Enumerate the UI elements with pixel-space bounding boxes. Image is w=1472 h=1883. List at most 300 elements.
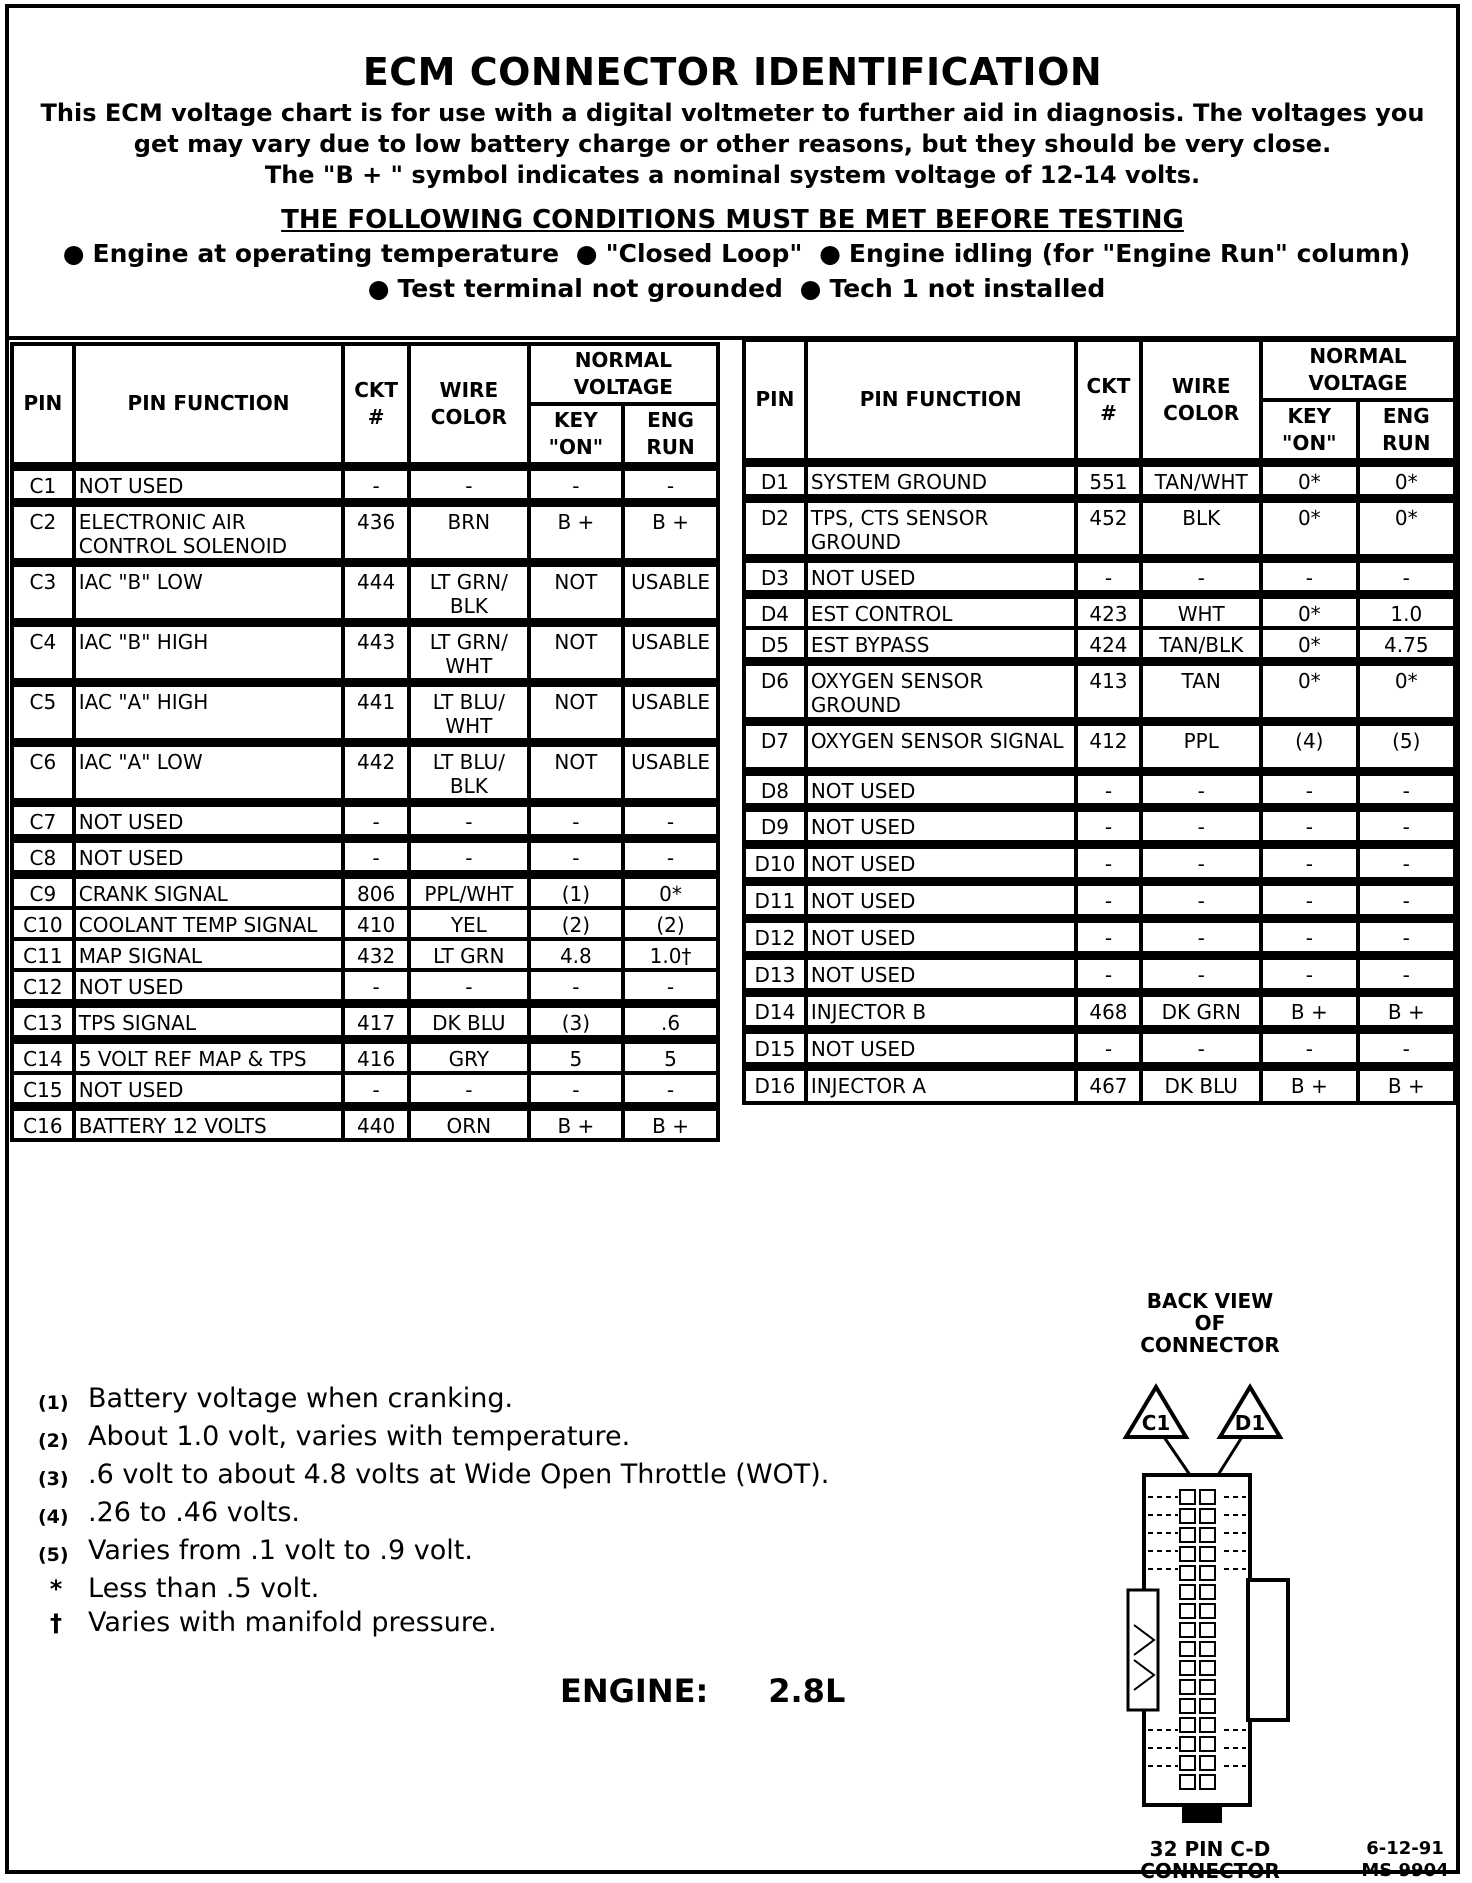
cell-key: -	[1261, 918, 1357, 955]
footnote-item	[38, 1382, 829, 1420]
footnote-item	[38, 1534, 829, 1572]
cell-key: (2)	[529, 908, 623, 939]
cell-fn: NOT USED	[74, 1073, 344, 1107]
col-pin: PIN	[744, 340, 806, 462]
cell-pin: C7	[12, 802, 74, 838]
cell-pin: D10	[744, 844, 806, 881]
cell-pin: C1	[12, 466, 74, 502]
cell-fn: NOT USED	[74, 802, 344, 838]
engine-label: ENGINE: 2.8L	[560, 1672, 846, 1710]
cell-key: -	[529, 970, 623, 1004]
cell-key: NOT	[529, 682, 623, 742]
pin-cavity	[1180, 1509, 1195, 1523]
col-eng-run: ENG RUN	[1358, 400, 1455, 462]
table-row	[744, 462, 1455, 498]
cell-fn: IAC "A" HIGH	[74, 682, 344, 742]
cell-fn: NOT USED	[806, 807, 1076, 844]
cell-fn: INJECTOR A	[806, 1066, 1076, 1103]
cell-pin: C9	[12, 874, 74, 908]
pin-cavity	[1200, 1604, 1215, 1618]
table-row	[12, 622, 718, 682]
cell-wire: PPL/WHT	[409, 874, 529, 908]
cell-key: 0*	[1261, 498, 1357, 558]
cell-fn: TPS, CTS SENSOR GROUND	[806, 498, 1076, 558]
header	[5, 4, 1460, 340]
cell-run: B +	[623, 1106, 718, 1140]
bullet-icon: ●	[799, 274, 822, 303]
cell-run: -	[623, 838, 718, 874]
page-title: ECM CONNECTOR IDENTIFICATION	[362, 50, 1103, 94]
cell-fn: NOT USED	[806, 881, 1076, 918]
table-row	[744, 628, 1455, 662]
cell-ckt: 412	[1076, 721, 1142, 771]
cell-key: B +	[1261, 992, 1357, 1029]
cell-pin: D1	[744, 462, 806, 498]
cell-run: -	[1358, 1029, 1455, 1066]
cell-wire: -	[1141, 881, 1261, 918]
cell-fn: ELECTRONIC AIR CONTROL SOLENOID	[74, 502, 344, 562]
footnote-mark: (2)	[38, 1430, 69, 1452]
cell-wire: ORN	[409, 1106, 529, 1140]
cell-ckt: -	[1076, 955, 1142, 992]
cell-key: 0*	[1261, 462, 1357, 498]
table-row	[12, 742, 718, 802]
cell-pin: D9	[744, 807, 806, 844]
footnote-text: About 1.0 volt, varies with temperature.	[88, 1421, 631, 1452]
cell-pin: C12	[12, 970, 74, 1004]
cell-pin: D4	[744, 594, 806, 628]
table-row	[744, 661, 1455, 721]
cell-key: NOT	[529, 742, 623, 802]
col-function: PIN FUNCTION	[806, 340, 1076, 462]
bullet-icon: ●	[367, 274, 390, 303]
conditions-line-2: ● Test terminal not grounded ● Tech 1 not installed	[367, 274, 1106, 303]
cell-ckt: 417	[343, 1003, 409, 1039]
bullet-icon: ●	[62, 239, 85, 268]
col-wire: WIRE COLOR	[1141, 340, 1261, 462]
cell-run: 0*	[1358, 498, 1455, 558]
cell-fn: NOT USED	[806, 918, 1076, 955]
cell-key: B +	[1261, 1066, 1357, 1103]
cell-run: 5	[623, 1039, 718, 1073]
cell-pin: D13	[744, 955, 806, 992]
connector-diagram-icon	[1120, 1375, 1300, 1835]
cell-wire: -	[1141, 844, 1261, 881]
cell-fn: TPS SIGNAL	[74, 1003, 344, 1039]
cell-wire: LT GRN/ WHT	[409, 622, 529, 682]
cell-key: (3)	[529, 1003, 623, 1039]
cell-pin: C8	[12, 838, 74, 874]
cell-fn: SYSTEM GROUND	[806, 462, 1076, 498]
pin-cavity	[1200, 1699, 1215, 1713]
cell-ckt: 416	[343, 1039, 409, 1073]
cell-fn: NOT USED	[806, 1029, 1076, 1066]
footnote-item	[38, 1458, 829, 1496]
col-function: PIN FUNCTION	[74, 344, 344, 466]
table-row	[12, 1073, 718, 1107]
cell-pin: D16	[744, 1066, 806, 1103]
cell-run: -	[1358, 558, 1455, 594]
cell-ckt: 468	[1076, 992, 1142, 1029]
cell-run: 0*	[1358, 462, 1455, 498]
cell-ckt: -	[1076, 1029, 1142, 1066]
c-connector-table	[10, 342, 720, 1142]
table-row	[12, 502, 718, 562]
table-row	[744, 992, 1455, 1029]
cell-key: 0*	[1261, 628, 1357, 662]
d-connector-table	[742, 338, 1457, 1105]
cell-fn: EST CONTROL	[806, 594, 1076, 628]
cell-run: -	[1358, 844, 1455, 881]
cell-run: USABLE	[623, 562, 718, 622]
cell-pin: D12	[744, 918, 806, 955]
cell-run: -	[1358, 881, 1455, 918]
cell-pin: D14	[744, 992, 806, 1029]
table-row	[744, 881, 1455, 918]
table-row	[12, 1039, 718, 1073]
cell-fn: NOT USED	[806, 844, 1076, 881]
cell-pin: D3	[744, 558, 806, 594]
cell-ckt: 467	[1076, 1066, 1142, 1103]
cell-pin: C6	[12, 742, 74, 802]
cell-wire: -	[1141, 558, 1261, 594]
cell-pin: D2	[744, 498, 806, 558]
cell-pin: C16	[12, 1106, 74, 1140]
footnote-text: .6 volt to about 4.8 volts at Wide Open Throttle (WOT).	[88, 1459, 830, 1490]
cell-ckt: 806	[343, 874, 409, 908]
cell-wire: GRY	[409, 1039, 529, 1073]
cell-run: 1.0†	[623, 939, 718, 970]
cell-ckt: 440	[343, 1106, 409, 1140]
cell-wire: LT BLU/ WHT	[409, 682, 529, 742]
pin-cavity	[1200, 1585, 1215, 1599]
pin-cavity	[1180, 1490, 1195, 1504]
cell-key: -	[529, 466, 623, 502]
cell-run: 1.0	[1358, 594, 1455, 628]
bullet-icon: ●	[819, 239, 841, 268]
cell-pin: D7	[744, 721, 806, 771]
cell-ckt: 424	[1076, 628, 1142, 662]
cell-pin: C4	[12, 622, 74, 682]
cell-run: 0*	[1358, 661, 1455, 721]
pin-cavity	[1200, 1775, 1215, 1789]
pin-cavity	[1180, 1775, 1195, 1789]
cell-ckt: -	[1076, 918, 1142, 955]
cell-run: 4.75	[1358, 628, 1455, 662]
cell-key: -	[1261, 881, 1357, 918]
cell-run: B +	[1358, 1066, 1455, 1103]
footnotes	[38, 1382, 829, 1640]
cell-ckt: 423	[1076, 594, 1142, 628]
col-pin: PIN	[12, 344, 74, 466]
cell-ckt: 413	[1076, 661, 1142, 721]
footnote-text: Less than .5 volt.	[88, 1573, 320, 1604]
cell-fn: OXYGEN SENSOR GROUND	[806, 661, 1076, 721]
cell-key: 5	[529, 1039, 623, 1073]
cell-wire: TAN/BLK	[1141, 628, 1261, 662]
cell-run: B +	[1358, 992, 1455, 1029]
pin-cavity	[1180, 1642, 1195, 1656]
pin-cavity	[1180, 1604, 1195, 1618]
cell-key: -	[1261, 844, 1357, 881]
cell-fn: NOT USED	[74, 838, 344, 874]
cell-pin: C13	[12, 1003, 74, 1039]
cell-fn: IAC "B" HIGH	[74, 622, 344, 682]
cell-key: -	[1261, 558, 1357, 594]
cell-key: -	[529, 802, 623, 838]
table-row	[744, 807, 1455, 844]
pin-cavity	[1200, 1547, 1215, 1561]
cell-wire: DK BLU	[409, 1003, 529, 1039]
cell-wire: DK GRN	[1141, 992, 1261, 1029]
footnote-item	[38, 1420, 829, 1458]
col-wire: WIRE COLOR	[409, 344, 529, 466]
cell-pin: D11	[744, 881, 806, 918]
pin-cavity	[1180, 1547, 1195, 1561]
pin-cavity	[1200, 1718, 1215, 1732]
table-row	[744, 498, 1455, 558]
cell-ckt: 442	[343, 742, 409, 802]
cell-key: 0*	[1261, 594, 1357, 628]
cell-wire: -	[409, 1073, 529, 1107]
cell-fn: INJECTOR B	[806, 992, 1076, 1029]
cell-key: B +	[529, 1106, 623, 1140]
pin-cavity	[1200, 1680, 1215, 1694]
intro-text: This ECM voltage chart is for use with a digital voltmeter to further aid in diagnosis. The voltages you get may vary due to low battery charge or other reasons, but they should be very close. The "B + " symbol indicates a nominal system voltage of 12-14 volts.	[40, 99, 1425, 189]
cell-key: -	[529, 838, 623, 874]
cell-wire: -	[1141, 955, 1261, 992]
bullet-icon: ●	[575, 239, 598, 268]
table-row	[744, 844, 1455, 881]
table-row	[12, 682, 718, 742]
cell-key: B +	[529, 502, 623, 562]
pin-cavity	[1180, 1699, 1195, 1713]
table-row	[12, 1003, 718, 1039]
cell-wire: DK BLU	[1141, 1066, 1261, 1103]
cell-wire: -	[409, 466, 529, 502]
cell-ckt: -	[1076, 771, 1142, 807]
cell-run: 0*	[623, 874, 718, 908]
table-row	[12, 562, 718, 622]
table-row	[12, 970, 718, 1004]
cell-wire: TAN	[1141, 661, 1261, 721]
footnote-mark: †	[50, 1609, 62, 1637]
cell-fn: NOT USED	[806, 955, 1076, 992]
cell-fn: COOLANT TEMP SIGNAL	[74, 908, 344, 939]
pin-cavity	[1180, 1718, 1195, 1732]
cell-key: -	[1261, 807, 1357, 844]
cell-ckt: 410	[343, 908, 409, 939]
cell-pin: C3	[12, 562, 74, 622]
cell-run: USABLE	[623, 622, 718, 682]
pin-cavity	[1200, 1528, 1215, 1542]
cell-fn: MAP SIGNAL	[74, 939, 344, 970]
cell-key: NOT	[529, 562, 623, 622]
cell-run: -	[1358, 955, 1455, 992]
cell-ckt: 432	[343, 939, 409, 970]
cell-pin: C10	[12, 908, 74, 939]
table-row	[12, 1106, 718, 1140]
cell-run: -	[623, 802, 718, 838]
table-row	[12, 908, 718, 939]
pin-cavity	[1180, 1528, 1195, 1542]
engine-value: 2.8L	[768, 1672, 846, 1710]
pin-cavity	[1180, 1623, 1195, 1637]
cell-key: -	[529, 1073, 623, 1107]
footnote-mark: (5)	[38, 1544, 69, 1566]
footnote-mark: (4)	[38, 1506, 69, 1528]
cell-wire: -	[1141, 1029, 1261, 1066]
cell-fn: OXYGEN SENSOR SIGNAL	[806, 721, 1076, 771]
cell-run: -	[623, 970, 718, 1004]
cell-run: -	[1358, 807, 1455, 844]
col-ckt: CKT #	[343, 344, 409, 466]
footnote-text: Battery voltage when cranking.	[88, 1383, 514, 1414]
cell-wire: -	[1141, 918, 1261, 955]
d1-label: D1	[1234, 1411, 1266, 1435]
footnote-text: .26 to .46 volts.	[88, 1497, 300, 1528]
footnote-mark: (1)	[38, 1392, 69, 1414]
cell-pin: D6	[744, 661, 806, 721]
cell-key: -	[1261, 955, 1357, 992]
pin-cavity	[1180, 1680, 1195, 1694]
cell-pin: C11	[12, 939, 74, 970]
cell-wire: LT GRN/ BLK	[409, 562, 529, 622]
cell-wire: -	[409, 970, 529, 1004]
pin-cavity	[1200, 1509, 1215, 1523]
pin-cavity	[1200, 1661, 1215, 1675]
cell-wire: LT GRN	[409, 939, 529, 970]
col-normal-voltage: NORMAL VOLTAGE	[529, 344, 718, 404]
pin-cavity	[1200, 1623, 1215, 1637]
col-key-on: KEY "ON"	[1261, 400, 1357, 462]
table-row	[12, 874, 718, 908]
table-row	[12, 466, 718, 502]
footnote-text: Varies from .1 volt to .9 volt.	[88, 1535, 473, 1566]
cell-fn: CRANK SIGNAL	[74, 874, 344, 908]
cell-wire: BRN	[409, 502, 529, 562]
document-id: 6-12-91 MS 9904	[1361, 1838, 1449, 1881]
cell-ckt: -	[1076, 558, 1142, 594]
pin-cavity	[1200, 1642, 1215, 1656]
cell-pin: C15	[12, 1073, 74, 1107]
pin-cavity	[1200, 1490, 1215, 1504]
cell-fn: NOT USED	[74, 970, 344, 1004]
cell-fn: IAC "A" LOW	[74, 742, 344, 802]
footnote-mark: *	[49, 1575, 63, 1603]
cell-ckt: -	[343, 466, 409, 502]
col-normal-voltage: NORMAL VOLTAGE	[1261, 340, 1455, 400]
col-key-on: KEY "ON"	[529, 404, 623, 466]
cell-ckt: 551	[1076, 462, 1142, 498]
table-row	[744, 1066, 1455, 1103]
connector-caption: 32 PIN C-D CONNECTOR	[1140, 1837, 1280, 1883]
pin-cavity	[1200, 1566, 1215, 1580]
table-row	[744, 558, 1455, 594]
cell-fn: BATTERY 12 VOLTS	[74, 1106, 344, 1140]
cell-pin: D5	[744, 628, 806, 662]
footnote-item	[38, 1496, 829, 1534]
cell-ckt: -	[343, 802, 409, 838]
cell-ckt: -	[1076, 844, 1142, 881]
footnote-item	[38, 1572, 829, 1606]
footnote-mark: (3)	[38, 1468, 69, 1490]
cell-ckt: 444	[343, 562, 409, 622]
cell-pin: C14	[12, 1039, 74, 1073]
pin-cavity	[1180, 1661, 1195, 1675]
cell-pin: C2	[12, 502, 74, 562]
cell-ckt: -	[1076, 881, 1142, 918]
cell-key: (1)	[529, 874, 623, 908]
table-row	[744, 771, 1455, 807]
cell-wire: YEL	[409, 908, 529, 939]
pin-cavity	[1180, 1737, 1195, 1751]
cell-run: .6	[623, 1003, 718, 1039]
cell-fn: EST BYPASS	[806, 628, 1076, 662]
table-row	[12, 802, 718, 838]
cell-fn: NOT USED	[806, 558, 1076, 594]
cell-ckt: -	[343, 970, 409, 1004]
cell-run: -	[623, 466, 718, 502]
cell-ckt: -	[1076, 807, 1142, 844]
cell-run: -	[1358, 771, 1455, 807]
cell-pin: D8	[744, 771, 806, 807]
cell-fn: NOT USED	[74, 466, 344, 502]
col-ckt: CKT #	[1076, 340, 1142, 462]
c1-label: C1	[1141, 1411, 1171, 1435]
cell-key: -	[1261, 1029, 1357, 1066]
table-row	[744, 955, 1455, 992]
cell-key: -	[1261, 771, 1357, 807]
cell-wire: -	[409, 802, 529, 838]
footnote-item	[38, 1606, 829, 1640]
cell-ckt: 436	[343, 502, 409, 562]
table-row	[744, 594, 1455, 628]
footnote-text: Varies with manifold pressure.	[88, 1607, 497, 1638]
cell-wire: -	[409, 838, 529, 874]
cell-wire: -	[1141, 771, 1261, 807]
cell-run: B +	[623, 502, 718, 562]
col-eng-run: ENG RUN	[623, 404, 718, 466]
cell-run: -	[623, 1073, 718, 1107]
cell-ckt: 443	[343, 622, 409, 682]
table-row	[12, 838, 718, 874]
table-row	[12, 939, 718, 970]
cell-ckt: -	[343, 1073, 409, 1107]
cell-run: (5)	[1358, 721, 1455, 771]
cell-wire: BLK	[1141, 498, 1261, 558]
pin-cavity	[1180, 1566, 1195, 1580]
connector-view-label: BACK VIEW OF CONNECTOR	[1140, 1289, 1280, 1357]
cell-wire: PPL	[1141, 721, 1261, 771]
pin-cavity	[1180, 1756, 1195, 1770]
cell-fn: 5 VOLT REF MAP & TPS	[74, 1039, 344, 1073]
cell-run: USABLE	[623, 682, 718, 742]
cell-fn: NOT USED	[806, 771, 1076, 807]
cell-wire: TAN/WHT	[1141, 462, 1261, 498]
cell-key: NOT	[529, 622, 623, 682]
table-row	[744, 721, 1455, 771]
cell-wire: -	[1141, 807, 1261, 844]
pin-cavity	[1200, 1756, 1215, 1770]
table-row	[744, 1029, 1455, 1066]
cell-key: 4.8	[529, 939, 623, 970]
table-row	[744, 918, 1455, 955]
cell-ckt: 452	[1076, 498, 1142, 558]
cell-wire: WHT	[1141, 594, 1261, 628]
cell-pin: C5	[12, 682, 74, 742]
cell-run: -	[1358, 918, 1455, 955]
